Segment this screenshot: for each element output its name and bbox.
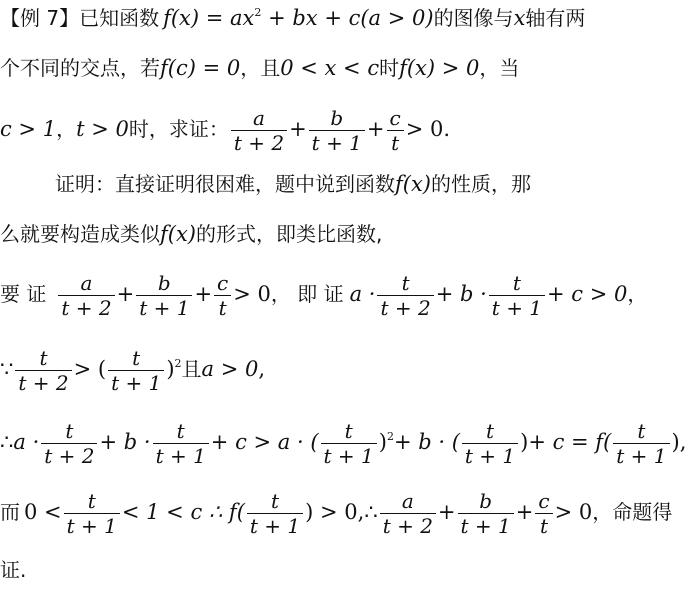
function-definition: f(x) = ax [163,6,255,30]
fraction-b-over-t-plus-1: $\frac{b}{t + 1}$ [309,106,365,155]
proof-line-3: 要 证 $\frac{a}{t + 2}$ + $\frac{b}{t + 1}$ + $\frac{c}{t}$ > 0， 即 证 a · $\frac{t}{t + 2}$ + b · $\frac{t}{t + 1}$ + c > 0， [0,271,648,320]
problem-line-2: 个不同的交点，若f(c) = 0，且0 < x < c时f(x) > 0，当 [0,56,520,80]
problem-line-1: 【例 7】已知函数 $f(x) = ax^2$ + bx + c(a > 0)的图像与x轴有两 [0,6,586,30]
proof-line-1: 证明：直接证明很困难，题中说到函数f(x)的性质，那 [55,172,532,196]
proof-line-2: 么就要构造成类似f(x)的形式，即类比函数, [0,222,383,246]
problem-line-3: c > 1，t > 0时，求证： $\frac{a}{t + 2}$ + $\frac{b}{t + 1}$ + $\frac{c}{t}$ > 0. [0,106,451,155]
proof-line-7: 证. [0,558,27,582]
fraction-a-over-t-plus-2: $\frac{a}{t + 2}$ [231,106,287,155]
fc-condition: f(c) = 0 [160,56,241,80]
fraction-c-over-t: $\frac{c}{t}$ [387,106,404,155]
proof-line-5: ∴a · $\frac{t}{t + 2}$ + b · $\frac{t}{t + 1}$ + c > a · ( $\frac{t}{t + 1}$ )$^2$+ b · ( $\frac{t}{t + 1}$ )+ c = f( $\frac{t}{t + 1}$ ), [0,419,686,468]
example-label: 【例 7】 [0,6,80,30]
proof-line-6: 而 0 < $\frac{t}{t + 1}$ < 1 < c ∴ f( $\frac{t}{t + 1}$ ) > 0,∴ $\frac{a}{t + 2}$ + $\frac{b}{t + 1}$ + $\frac{c}{t}$ > 0，命题得 [0,489,673,538]
proof-line-4: ∵ $\frac{t}{t + 2}$ > ( $\frac{t}{t + 1}$ )$^2$且a > 0, [0,346,266,395]
